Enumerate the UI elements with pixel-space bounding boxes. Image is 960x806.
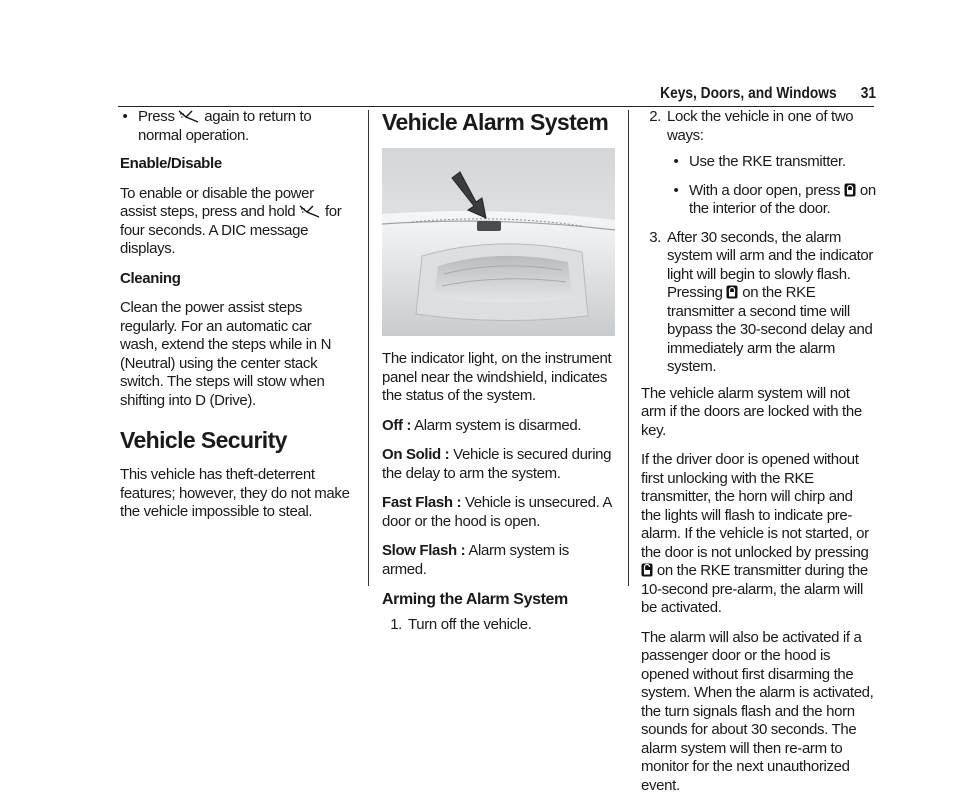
cleaning-paragraph: Clean the power assist steps regularly. For an automatic car wash, extend the steps while in N (Neutral) using the center stack switch. The steps will stow when shifting into D (Drive). [120,299,332,409]
alarm-system-heading: Vehicle Alarm System [382,109,609,135]
step-2: 2. Lock the vehicle in one of two ways: [649,108,854,144]
column-1 [120,108,352,533]
enable-heading: Enable/Disable [120,155,222,172]
vehicle-security-heading: Vehicle Security [120,427,287,453]
enable-text-post: for four seconds. A DIC message displays. [120,203,342,257]
lock-icon [726,285,738,299]
column-2 [382,108,616,643]
status-fast-flash: Fast Flash : Vehicle is unsecured. A door or the hood is open. [382,494,612,530]
status-slow-flash: Slow Flash : Alarm system is armed. [382,542,569,578]
step-3: 3. After 30 seconds, the alarm system will arm and the indicator light will begin to slowly flash. Pressing on the RKE transmitter a second time will bypass the 30-second delay and immediately arm the alarm system. [649,228,874,375]
arming-heading: Arming the Alarm System [382,591,568,608]
cleaning-heading: Cleaning [120,269,181,287]
unlock-icon [641,563,653,577]
lock-icon [844,183,856,197]
column-divider-1 [368,110,369,586]
power-step-icon [299,204,321,218]
column-divider-2 [628,110,629,586]
security-paragraph: This vehicle has theft-deterrent features; however, they do not make the vehicle impossible to steal. [120,466,350,520]
page-number: 31 [860,85,876,102]
bullet-text-pre: Press [138,108,175,125]
power-step-icon [178,109,200,123]
para-driver-door: If the driver door is opened without first unlocking with the RKE transmitter, the horn will chirp and the lights will flash to indicate pre-alarm. If the vehicle is not started, or the door is not unlocked by pressing on the RKE transmitter during the 10-second pre-alarm, the alarm will be activated. [641,451,869,616]
step-2-bullet-1: • Use the RKE transmitter. [673,153,846,170]
column-3 [641,108,876,806]
bullet-text-post: again to return to normal operation. [138,108,312,144]
step-2-bullet-2: • With a door open, press on the interior of the door. [673,181,876,217]
section-title: Keys, Doors, and Windows [660,85,837,102]
step-1: 1. Turn off the vehicle. [390,616,532,633]
para-locked-key: The vehicle alarm system will not arm if the doors are locked with the key. [641,384,862,439]
dashboard-indicator-photo [382,148,615,336]
page-header [467,82,876,106]
enable-text-pre: To enable or disable the power assist steps, press and hold [120,184,314,220]
bullet-dot: • [122,108,128,125]
para-passenger-door: The alarm will also be activated if a passenger door or the hood is opened without first disarming the system. When the alarm is activated, the turn signals flash and the horn sounds for about 30 seconds. The alarm system will then re-arm to monitor for the next unauthorized event. [641,628,874,794]
status-on-solid: On Solid : Vehicle is secured during the delay to arm the system. [382,446,612,482]
header-divider [118,106,874,107]
status-off: Off : Alarm system is disarmed. [382,416,582,434]
enable-paragraph [120,185,352,259]
bullet-press-again [120,108,352,145]
indicator-paragraph: The indicator light, on the instrument panel near the windshield, indicates the status of the system. [382,350,612,404]
